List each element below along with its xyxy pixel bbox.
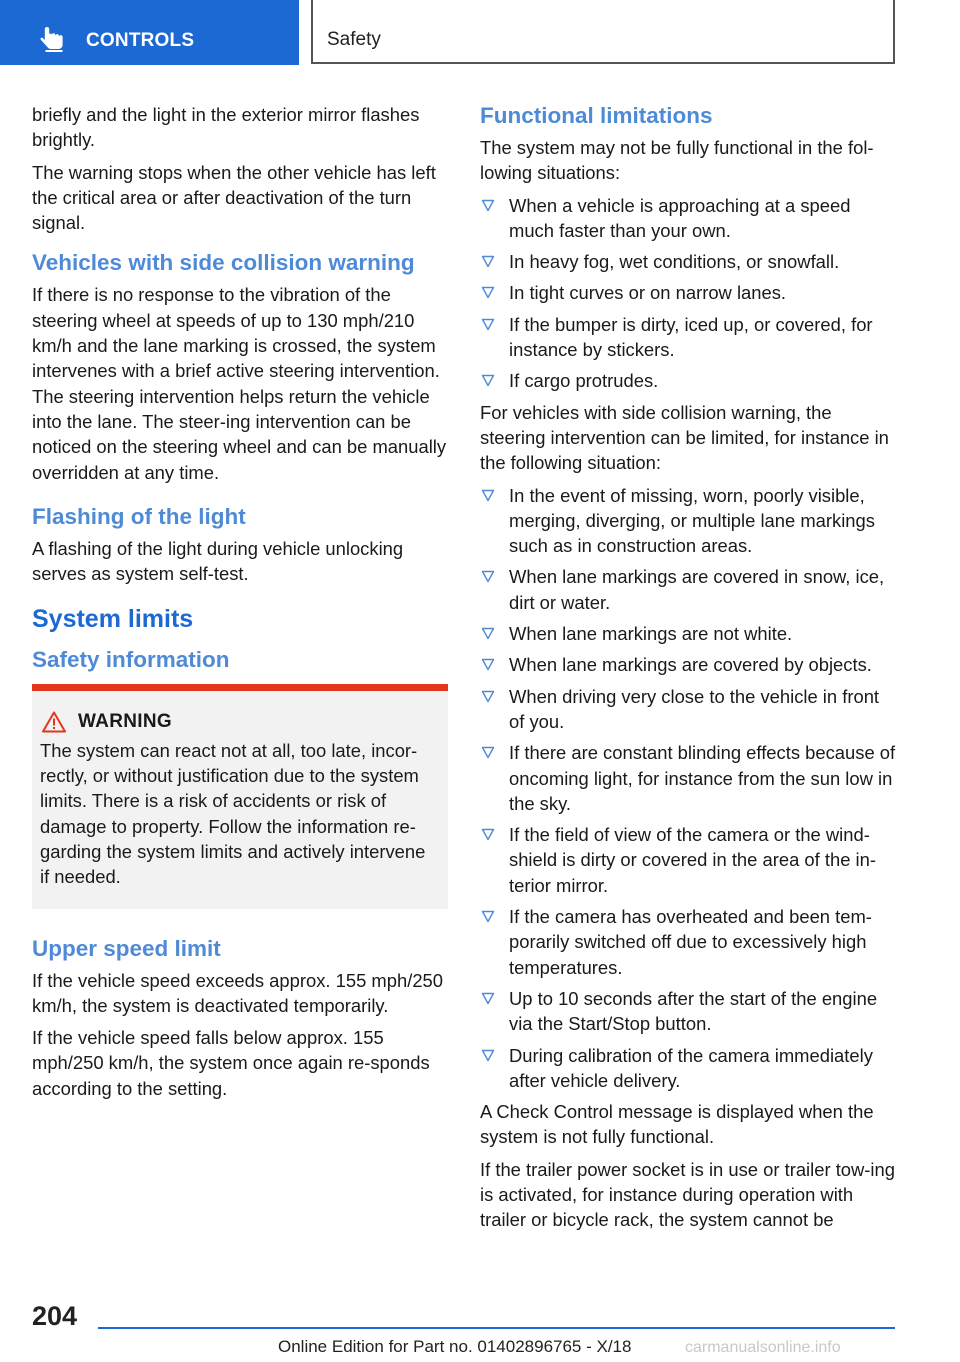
bullet-triangle-icon [481, 570, 495, 583]
edition-footer: Online Edition for Part no. 01402896765 - X/18 [278, 1337, 632, 1356]
heading-functional-limitations: Functional limitations [480, 103, 713, 128]
list-item [480, 740, 898, 816]
heading-side-collision-warning: Vehicles with side collision warning [32, 250, 415, 276]
bullet-triangle-icon [481, 658, 495, 671]
list-item [480, 621, 898, 646]
list-item [480, 280, 898, 305]
bullet-triangle-icon [481, 1049, 495, 1062]
steering-limitations-list [480, 483, 898, 1094]
bullet-triangle-icon [481, 489, 495, 502]
heading-system-limits: System limits [32, 605, 194, 634]
paragraph: If the vehicle speed exceeds approx. 155 mph/250 km/h, the system is deactivated temporarily. [32, 969, 443, 1016]
list-item [480, 652, 898, 677]
footer-divider [98, 1327, 895, 1329]
chapter-tab-safety [311, 0, 895, 64]
list-item [480, 684, 898, 735]
paragraph: A Check Control message is displayed when the system is not fully functional. [480, 1101, 874, 1148]
paragraph: A flashing of the light during vehicle unlocking serves as system self-test. [32, 537, 404, 585]
list-item-text: If the field of view of the camera or the wind-shield is dirty or covered in the area of the in-terior mirror. [509, 824, 876, 896]
list-item-text: In the event of missing, worn, poorly visible, merging, diverging, or multiple lane markings such as in construction areas. [509, 484, 875, 557]
bullet-triangle-icon [481, 318, 495, 331]
warning-body: The system can react not at all, too late, incor-rectly, or without justification due to the system limits. There is a risk of accidents or risk of damage to property. Follow the information re-garding the system limits and actively intervene if needed. [40, 739, 426, 888]
list-item-text: When a vehicle is approaching at a speed much faster than your own. [509, 194, 851, 241]
paragraph: If there is no response to the vibration of the steering wheel at speeds of up to 130 mph/210 km/h and the lane marking is crossed, the system intervenes with a brief active steering intervention. The steering intervention helps return the vehicle into the lane. The steer-ing intervention can be noticed on the steering wheel and can be manually overridden at any time. [32, 284, 447, 483]
left-column [32, 102, 448, 1108]
paragraph: The system may not be fully functional in the fol-lowing situations: [480, 137, 874, 184]
paragraph: If the trailer power socket is in use or trailer tow-ing is activated, for instance during operation with trailer or bicycle rack, the system cannot be [480, 1158, 895, 1231]
section-tab-controls [0, 0, 299, 65]
watermark-text: carmanualsonline.info [685, 1339, 841, 1356]
heading-safety-information: Safety information [32, 647, 230, 673]
bullet-triangle-icon [481, 374, 495, 387]
bullet-triangle-icon [481, 627, 495, 640]
warning-header [40, 709, 438, 734]
list-item-text: If the camera has overheated and been tem-porarily switched off due to excessively high temperatures. [509, 906, 872, 978]
list-item [480, 312, 898, 363]
hand-pointer-icon [40, 26, 66, 52]
list-item-text: In heavy fog, wet conditions, or snowfall. [509, 251, 840, 273]
list-item-text: In tight curves or on narrow lanes. [509, 282, 787, 304]
bullet-triangle-icon [481, 286, 495, 299]
chapter-label: Safety [327, 29, 381, 50]
list-item-text: During calibration of the camera immediately after vehicle delivery. [509, 1044, 873, 1091]
heading-flashing-light: Flashing of the light [32, 503, 246, 529]
paragraph: For vehicles with side collision warning, the steering intervention can be limited, for instance in the following situation: [480, 401, 889, 474]
list-item-text: When lane markings are not white. [509, 623, 793, 645]
bullet-triangle-icon [481, 199, 495, 212]
list-item-text: If there are constant blinding effects because of oncoming light, for instance from the sun low in the sky. [509, 742, 896, 814]
list-item-text: When driving very close to the vehicle in front of you. [509, 685, 880, 732]
list-item [480, 564, 898, 615]
list-item-text: When lane markings are covered by objects. [509, 654, 872, 676]
paragraph: The warning stops when the other vehicle has left the critical area or after deactivation of the turn signal. [32, 161, 436, 234]
list-item-text: If the bumper is dirty, iced up, or covered, for instance by stickers. [509, 313, 873, 361]
bullet-triangle-icon [481, 690, 495, 703]
list-item-text: Up to 10 seconds after the start of the engine via the Start/Stop button. [509, 987, 878, 1035]
warning-title: WARNING [78, 711, 172, 733]
bullet-triangle-icon [481, 910, 495, 923]
page-number: 204 [32, 1301, 78, 1331]
list-item-text: If cargo protrudes. [509, 370, 659, 392]
list-item [480, 904, 898, 980]
limitations-list [480, 193, 898, 394]
list-item [480, 368, 898, 393]
paragraph: If the vehicle speed falls below approx. 155 mph/250 km/h, the system once again re-sponds according to the setting. [32, 1027, 430, 1099]
bullet-triangle-icon [481, 828, 495, 841]
warning-triangle-icon [42, 711, 66, 733]
heading-upper-speed-limit: Upper speed limit [32, 935, 221, 961]
right-column [480, 102, 898, 1240]
list-item-text: When lane markings are covered in snow, ice, dirt or water. [509, 566, 885, 613]
list-item [480, 249, 898, 274]
list-item [480, 1043, 898, 1094]
list-item [480, 483, 898, 559]
list-item [480, 822, 898, 898]
paragraph: briefly and the light in the exterior mirror flashes brightly. [32, 104, 420, 151]
bullet-triangle-icon [481, 992, 495, 1005]
warning-box [32, 684, 448, 908]
bullet-triangle-icon [481, 255, 495, 268]
list-item [480, 193, 898, 244]
section-label: CONTROLS [86, 30, 195, 51]
bullet-triangle-icon [481, 746, 495, 759]
list-item [480, 986, 898, 1037]
